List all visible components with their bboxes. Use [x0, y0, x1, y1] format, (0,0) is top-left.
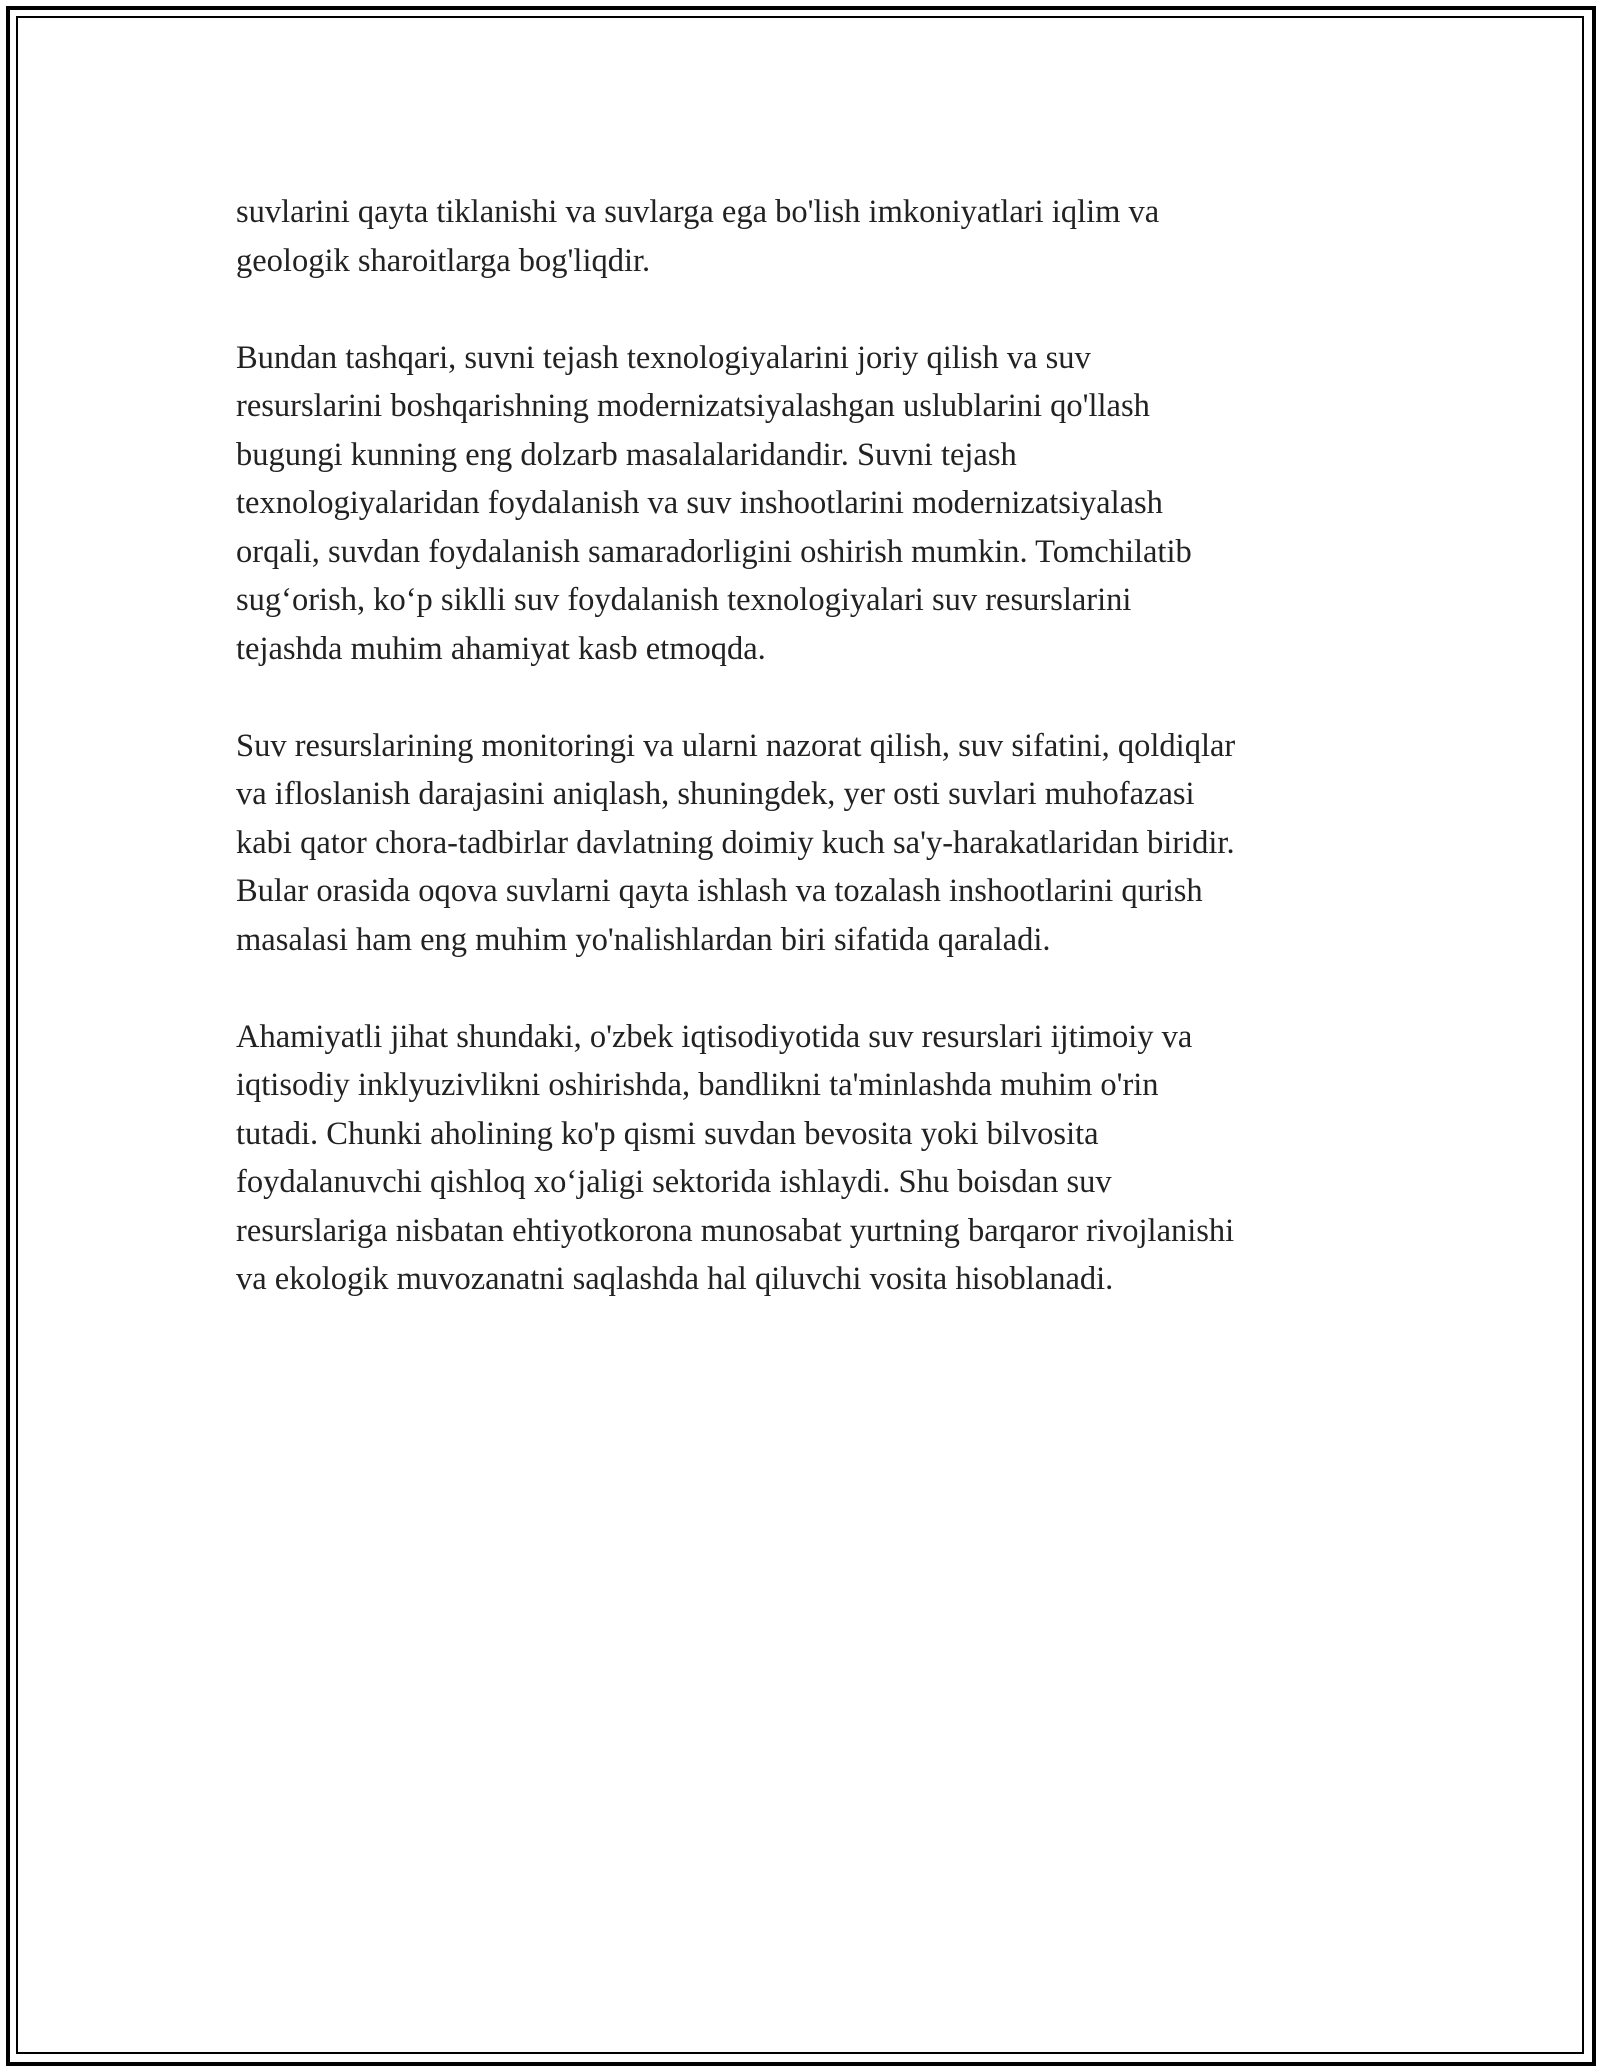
paragraph-4: Ahamiyatli jihat shundaki, o'zbek iqtisodiyotida suv resurslari ijtimoiy va iqtisodiy inklyuzivlikni oshirishda, bandlikni ta'minlashda muhim o'rin tutadi. Chunki aholining ko'p qismi suvdan bevosita yoki bilvosita foydalanuvchi qishloq xo‘jaligi sektorida ishlaydi. Shu boisdan suv resurslariga nisbatan ehtiyotkorona munosabat yurtning barqaror rivojlanishi va ekologik muvozanatni saqlashda hal qiluvchi vosita hisoblanadi.	[236, 1018, 1235, 1297]
paragraph-3: Suv resurslarining monitoringi va ularni nazorat qilish, suv sifatini, qoldiqlar va ifloslanish darajasini aniqlash, shuningdek, yer osti suvlari muhofazasi kabi qator chora-tadbirlar davlatning doimiy kuch sa'y-harakatlaridan biridir. Bular orasida oqova suvlarni qayta ishlash va tozalash inshootlarini qurish masalasi ham eng muhim yo'nalishlardan biri sifatida qaraladi.	[236, 727, 1236, 958]
paragraph-1: suvlarini qayta tiklanishi va suvlarga ega bo'lish imkoniyatlari iqlim va geologik sharoitlarga bog'liqdir.	[236, 194, 1160, 279]
paragraph-2: Bundan tashqari, suvni tejash texnologiyalarini joriy qilish va suv resurslarini boshqarishning modernizatsiyalashgan uslublarini qo'llash bugungi kunning eng dolzarb masalalaridandir. Suvni tejash texnologiyalaridan foydalanish va suv inshootlarini modernizatsiyalash orqali, suvdan foydalanish samaradorligini oshirish mumkin. Tomchilatib sug‘orish, ko‘p siklli suv foydalanish texnologiyalari suv resurslarini tejashda muhim ahamiyat kasb etmoqda.	[236, 339, 1192, 667]
document-body	[236, 188, 1376, 1352]
